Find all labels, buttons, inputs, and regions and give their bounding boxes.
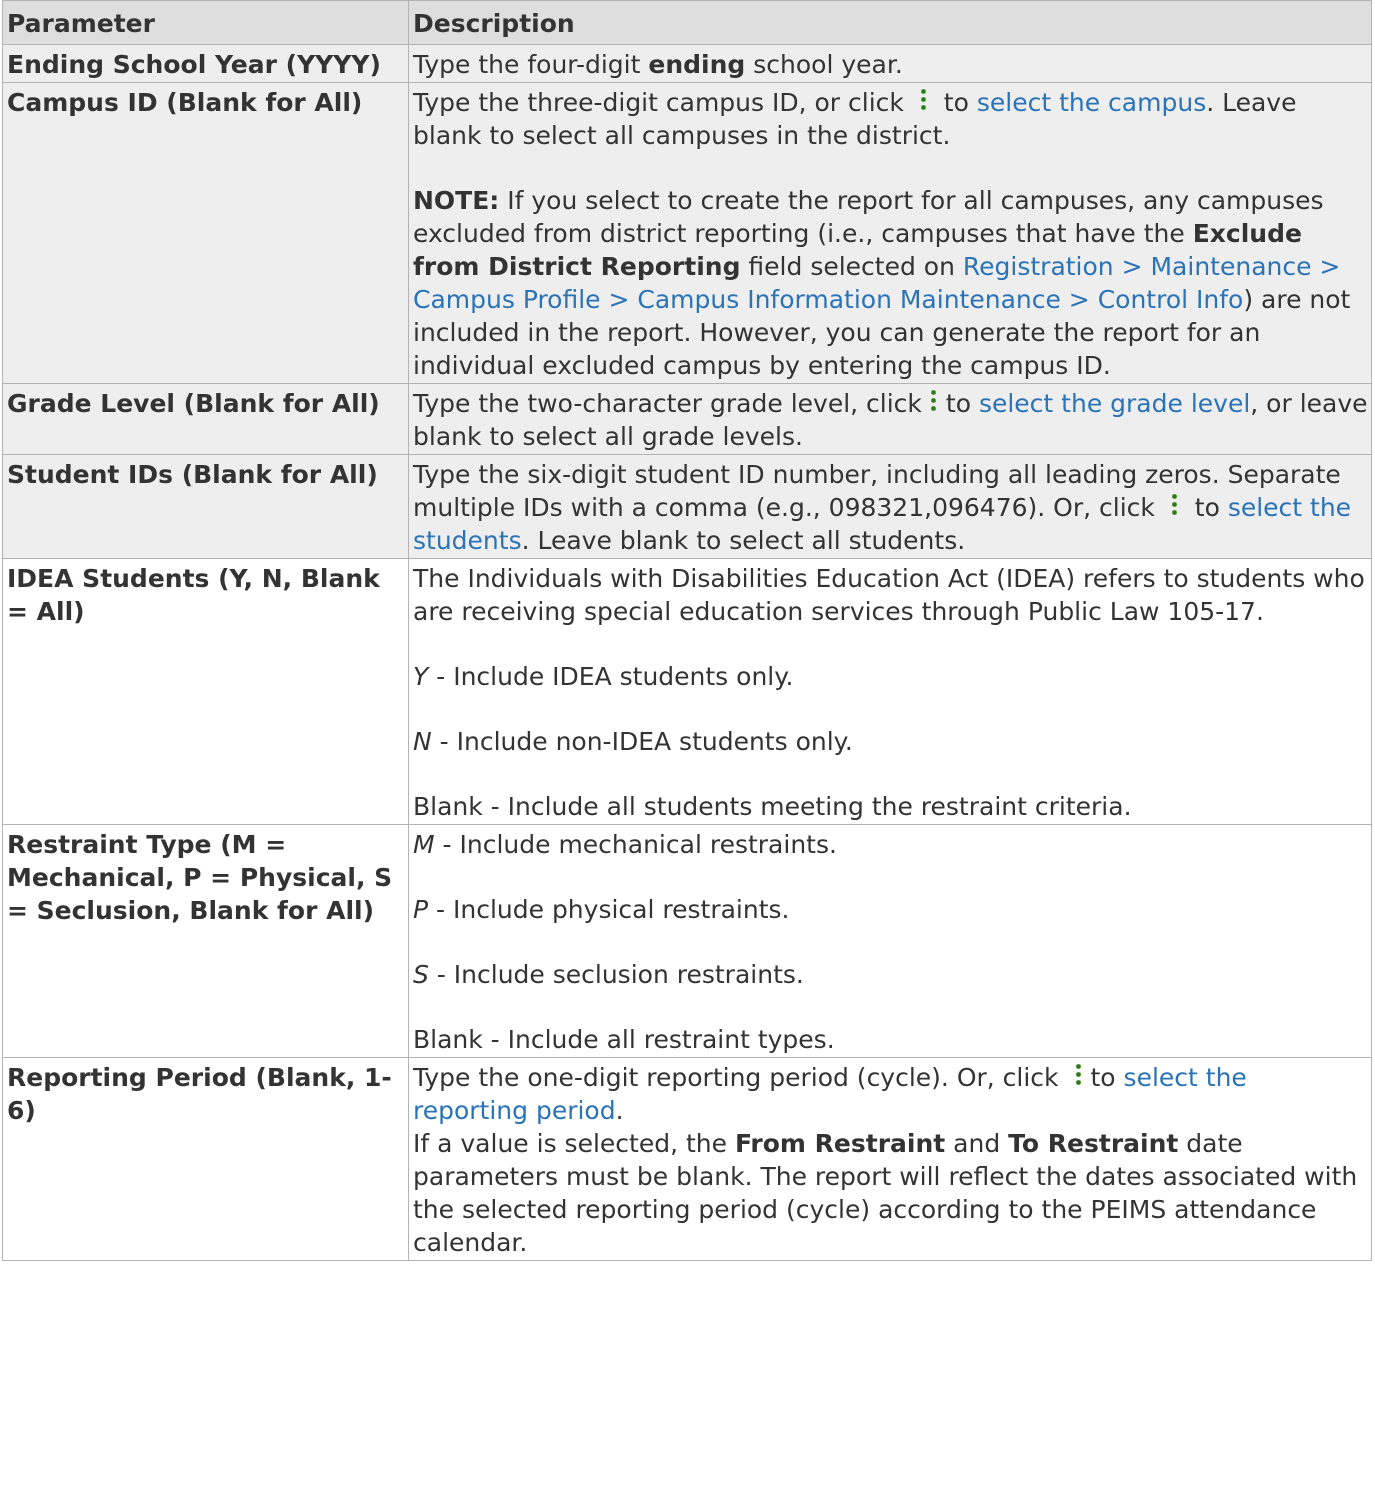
option-s xyxy=(413,958,1368,991)
param-description xyxy=(409,455,1372,559)
option-m xyxy=(413,828,1368,861)
parameters-table xyxy=(2,0,1372,1261)
desc-text: and xyxy=(945,1129,1009,1158)
desc-text: Type the six-digit student ID number, including all leading zeros. Separate multiple IDs with a comma (e.g., 098321,096476). Or, click xyxy=(413,460,1341,522)
column-header-description: Description xyxy=(409,1,1372,45)
desc-paragraph xyxy=(413,1127,1368,1259)
table-row xyxy=(3,1058,1372,1261)
param-name: Restraint Type (M = Mechanical, P = Physical, S = Seclusion, Blank for All) xyxy=(3,825,409,1058)
table-header-row xyxy=(3,1,1372,45)
control-info-link[interactable]: Registration > Maintenance > Campus Profile > Campus Information Maintenance > Control Info xyxy=(413,252,1341,314)
desc-text: Type the four-digit xyxy=(413,50,649,79)
desc-text: If you select to create the report for all campuses, any campuses excluded from district reporting (i.e., campuses that have the xyxy=(413,186,1324,248)
param-name: Campus ID (Blank for All) xyxy=(3,83,409,384)
desc-text: school year. xyxy=(745,50,903,79)
desc-emphasis: ending xyxy=(648,50,746,79)
lookup-kebab-icon[interactable] xyxy=(915,88,933,112)
desc-emphasis: To Restraint xyxy=(1008,1129,1179,1158)
select-students-link[interactable]: select the students xyxy=(413,493,1352,555)
option-code: Y xyxy=(413,662,429,691)
lookup-kebab-icon[interactable] xyxy=(1070,1063,1088,1087)
desc-text: . Leave blank to select all students. xyxy=(521,526,966,555)
desc-text: . Leave blank to select all campuses in the district. xyxy=(413,88,1297,150)
option-code: S xyxy=(413,960,429,989)
desc-text: date parameters must be blank. The report will reflect the dates associated with the selected reporting period (cycle) according to the PEIMS attendance calendar. xyxy=(413,1129,1358,1257)
note-paragraph xyxy=(413,184,1368,382)
lookup-kebab-icon[interactable] xyxy=(1166,493,1184,517)
table-row xyxy=(3,384,1372,455)
desc-text: to xyxy=(945,389,979,418)
select-campus-link[interactable]: select the campus xyxy=(976,88,1207,117)
select-reporting-period-link[interactable]: select the reporting period xyxy=(413,1063,1247,1125)
option-blank: Blank - Include all restraint types. xyxy=(413,1025,835,1054)
table-row xyxy=(3,559,1372,825)
desc-text: ) are not included in the report. However, you can generate the report for an individual excluded campus by entering the campus ID. xyxy=(413,285,1351,380)
desc-text: Type the one-digit reporting period (cycle). Or, click xyxy=(413,1063,1059,1092)
desc-text: - Include physical restraints. xyxy=(428,895,790,924)
desc-text: . xyxy=(615,1096,624,1125)
param-name: IDEA Students (Y, N, Blank = All) xyxy=(3,559,409,825)
desc-text: to xyxy=(1194,493,1228,522)
option-blank: Blank - Include all students meeting the restraint criteria. xyxy=(413,792,1132,821)
table-row xyxy=(3,45,1372,83)
desc-text: Type the three-digit campus ID, or click xyxy=(413,88,904,117)
option-code: M xyxy=(413,830,435,859)
param-description xyxy=(409,559,1372,825)
desc-text: If a value is selected, the xyxy=(413,1129,735,1158)
desc-text: - Include non-IDEA students only. xyxy=(431,727,853,756)
param-name: Student IDs (Blank for All) xyxy=(3,455,409,559)
note-label: NOTE: xyxy=(413,186,500,215)
param-name: Ending School Year (YYYY) xyxy=(3,45,409,83)
desc-emphasis: From Restraint xyxy=(734,1129,946,1158)
select-grade-level-link[interactable]: select the grade level xyxy=(978,389,1251,418)
desc-paragraph: The Individuals with Disabilities Education Act (IDEA) refers to students who are receiving special education services through Public Law 105-17. xyxy=(413,564,1365,626)
param-name: Grade Level (Blank for All) xyxy=(3,384,409,455)
column-header-parameter: Parameter xyxy=(3,1,409,45)
param-description xyxy=(409,825,1372,1058)
desc-paragraph xyxy=(413,86,1368,152)
lookup-kebab-icon[interactable] xyxy=(925,389,943,413)
option-code: P xyxy=(413,895,429,924)
desc-text: - Include mechanical restraints. xyxy=(434,830,837,859)
desc-text: to xyxy=(943,88,969,117)
table-row xyxy=(3,455,1372,559)
option-n xyxy=(413,725,1368,758)
table-row xyxy=(3,825,1372,1058)
desc-paragraph xyxy=(413,1061,1368,1127)
option-y xyxy=(413,660,1368,693)
param-description xyxy=(409,1058,1372,1261)
desc-text: , or leave blank to select all grade levels. xyxy=(413,389,1368,451)
desc-text: field selected on xyxy=(740,252,963,281)
desc-text: - Include IDEA students only. xyxy=(428,662,794,691)
param-description xyxy=(409,45,1372,83)
desc-text: to xyxy=(1090,1063,1124,1092)
param-name: Reporting Period (Blank, 1-6) xyxy=(3,1058,409,1261)
desc-emphasis: Exclude from District Reporting xyxy=(413,219,1302,281)
param-description xyxy=(409,83,1372,384)
option-p xyxy=(413,893,1368,926)
param-description xyxy=(409,384,1372,455)
desc-text: - Include seclusion restraints. xyxy=(428,960,804,989)
table-row xyxy=(3,83,1372,384)
desc-text: Type the two-character grade level, click xyxy=(413,389,922,418)
option-code: N xyxy=(413,727,432,756)
